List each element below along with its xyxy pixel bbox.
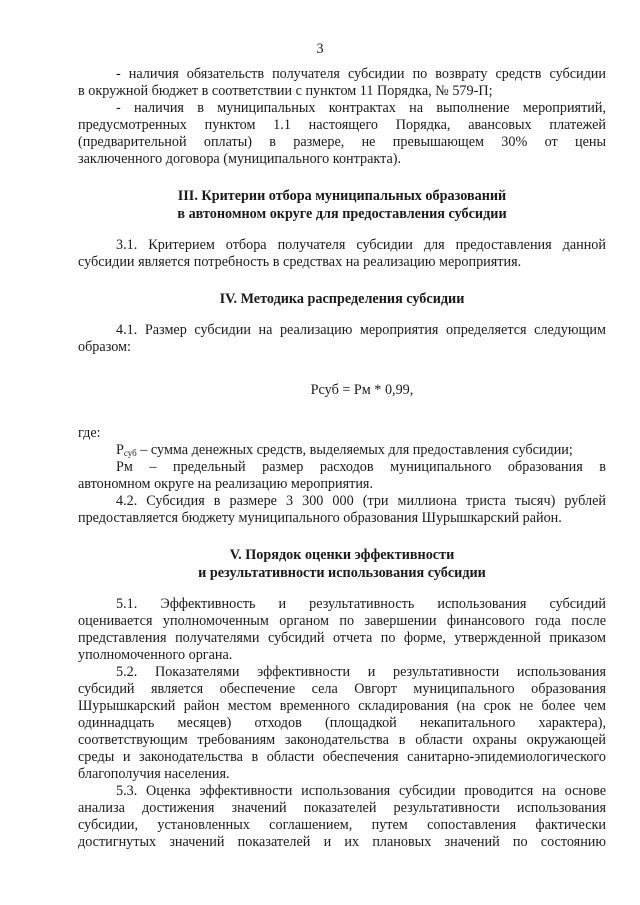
text-line: соответствующим требованиям законодательства в области охраны окружающей bbox=[78, 732, 606, 748]
text-line: субсидии является потребность в средствах на реализацию мероприятия. bbox=[78, 254, 522, 270]
where-label: где: bbox=[78, 425, 101, 441]
text-line: в окружной бюджет в соответствии с пунктом 11 Порядка, № 579-П; bbox=[78, 83, 493, 99]
text-line: 4.1. Размер субсидии на реализацию мероприятия определяется следующим bbox=[116, 322, 606, 338]
text-line: - наличия в муниципальных контрактах на выполнение мероприятий, bbox=[116, 100, 606, 116]
paragraph-5-2 bbox=[78, 664, 606, 783]
text-line: 5.1. Эффективность и результативность использования субсидий bbox=[116, 596, 606, 612]
paragraph-5-3 bbox=[78, 783, 606, 851]
text-line: субсидий является обеспечение села Овгорт муниципального образования bbox=[78, 681, 606, 697]
intro-bullet-1 bbox=[78, 66, 606, 100]
text-line: заключенного договора (муниципального контракта). bbox=[78, 151, 402, 167]
text-line: (предварительной оплаты) в размере, не превышающем 30% от цены bbox=[78, 134, 606, 150]
text-line: уполномоченного органа. bbox=[78, 647, 233, 663]
paragraph-4-2 bbox=[78, 493, 606, 527]
page-number: 3 bbox=[316, 41, 324, 57]
text-line: предусмотренных пунктом 1.1 настоящего Порядка, авансовых платежей bbox=[78, 117, 606, 133]
section-3-heading bbox=[78, 187, 606, 223]
definition-text: – сумма денежных средств, выделяемых для предоставления субсидии; bbox=[136, 442, 573, 458]
text-line: предоставляется бюджету муниципального образования Шурышкарский район. bbox=[78, 510, 562, 526]
text-line: одиннадцать месяцев) отходов (площадкой некапитального характера), bbox=[78, 715, 606, 731]
text-line: Рм – предельный размер расходов муниципального образования в bbox=[116, 459, 606, 475]
heading-line: V. Порядок оценки эффективности bbox=[229, 547, 455, 563]
heading-line: III. Критерии отбора муниципальных образований bbox=[177, 188, 507, 204]
symbol-subscript: суб bbox=[123, 448, 137, 458]
definition-psub bbox=[78, 442, 606, 459]
heading-line: в автономном округе для предоставления субсидии bbox=[177, 206, 507, 222]
text-line: 4.2. Субсидия в размере 3 300 000 (три миллиона триста тысяч) рублей bbox=[116, 493, 606, 509]
text-line: автономном округе на реализацию мероприятия. bbox=[78, 476, 374, 492]
heading-line: и результативности использования субсидии bbox=[198, 565, 486, 581]
symbol: Р bbox=[116, 442, 124, 458]
text-line: субсидии, установленных соглашением, путем сопоставления фактически bbox=[78, 817, 606, 833]
paragraph-5-1 bbox=[78, 596, 606, 664]
text-line: среды и законодательства в области обеспечения санитарно-эпидемиологического bbox=[78, 749, 606, 765]
document-body bbox=[78, 66, 606, 851]
section-5-heading bbox=[78, 546, 606, 582]
text-line: 5.3. Оценка эффективности использования субсидии проводится на основе bbox=[116, 783, 606, 799]
text-line: 5.2. Показателями эффективности и результативности использования bbox=[116, 664, 606, 680]
intro-bullet-2 bbox=[78, 100, 606, 168]
text-line: образом: bbox=[78, 339, 131, 355]
definition-pm bbox=[78, 459, 606, 493]
text-line: - наличия обязательств получателя субсидии по возврату средств субсидии bbox=[116, 66, 606, 82]
text-line: Шурышкарский район местом временного складирования (на срок не более чем bbox=[78, 698, 606, 714]
paragraph-3-1 bbox=[78, 237, 606, 271]
text-line: 3.1. Критерием отбора получателя субсидии для предоставления данной bbox=[116, 237, 606, 253]
text-line: представления получателями субсидий отчета по форме, утвержденной приказом bbox=[78, 630, 606, 646]
text-line: благополучия населения. bbox=[78, 766, 230, 782]
text-line: достигнутых значений показателей и их плановых значений по состоянию bbox=[78, 834, 606, 850]
text-line: анализа достижения значений показателей результативности использования bbox=[78, 800, 606, 816]
formula: Рсуб = Рм * 0,99, bbox=[310, 382, 414, 398]
paragraph-4-1 bbox=[78, 322, 606, 356]
section-4-heading: IV. Методика распределения субсидии bbox=[219, 291, 465, 307]
text-line: оценивается уполномоченным органом по завершении финансового года после bbox=[78, 613, 606, 629]
